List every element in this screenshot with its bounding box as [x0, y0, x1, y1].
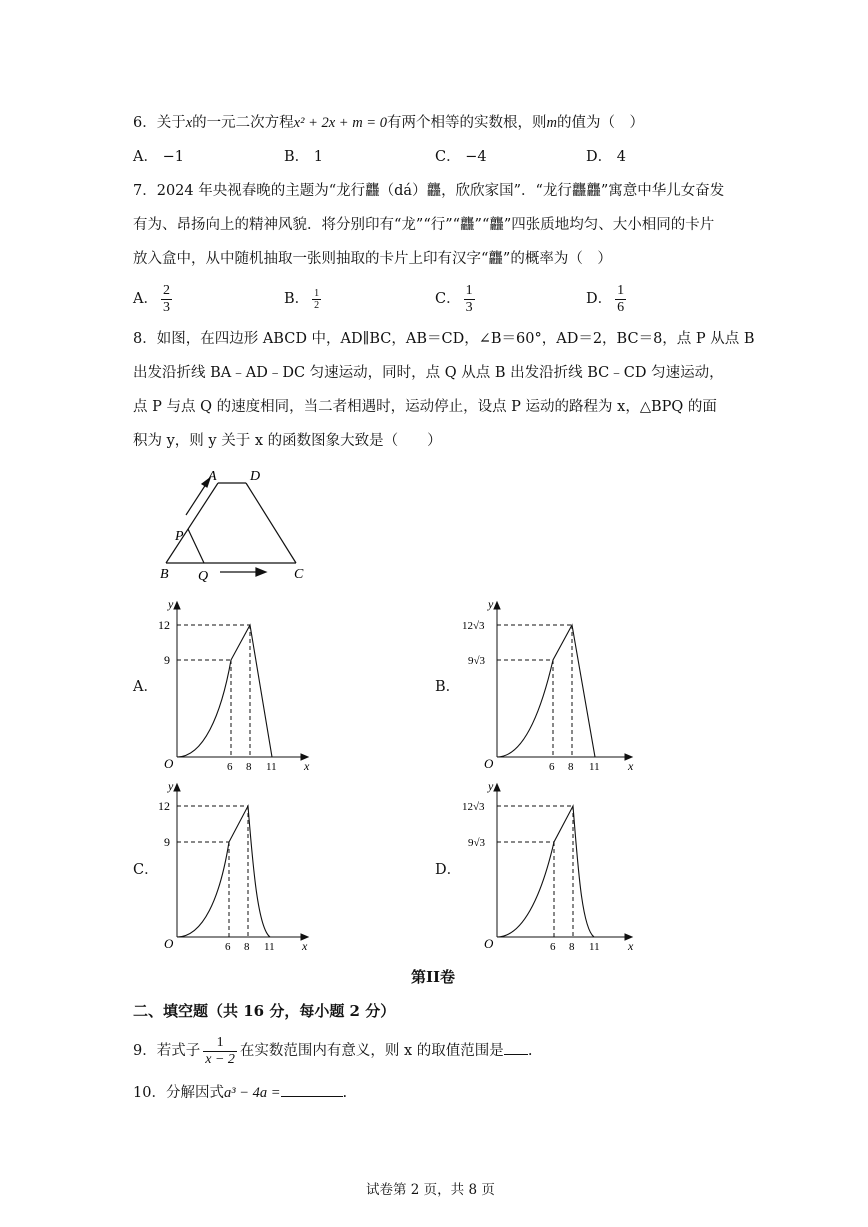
q6-suffix: 的值为（ ）	[556, 115, 644, 131]
q6-var-x: x	[185, 115, 193, 131]
svg-text:12√3: 12√3	[462, 801, 485, 813]
section2-heading: 二、填空题（共 16 分，每小题 2 分）	[133, 1002, 396, 1020]
svg-text:O: O	[164, 756, 174, 771]
section-title: 第II卷	[411, 968, 456, 986]
svg-text:8: 8	[568, 761, 574, 773]
q6-stem	[133, 113, 644, 133]
svg-text:y: y	[488, 597, 494, 611]
q9-fraction: $\frac{1}{x - 2}$	[205, 1034, 235, 1067]
q7-option-b: B． $\frac{1}{2}$	[284, 287, 320, 311]
q7-line3: 放入盒中，从中随机抽取一张则抽取的卡片上印有汉字“龘”的概率为（ ）	[133, 251, 612, 267]
q7-option-c: C． $\frac{1}{3}$	[435, 282, 473, 315]
graph-label-b: B．	[435, 679, 461, 695]
svg-text:12: 12	[158, 799, 170, 813]
svg-text:11: 11	[266, 761, 277, 773]
q6-option-c: C． −4	[435, 149, 487, 165]
q6-var-m: m	[546, 115, 557, 131]
q9-answer-blank[interactable]	[504, 1040, 528, 1055]
svg-text:9√3: 9√3	[468, 837, 486, 849]
q8-line3: 点 P 与点 Q 的速度相同，当二者相遇时，运动停止，设点 P 运动的路程为 x，△BPQ 的面	[133, 399, 717, 415]
q8-line2: 出发沿折线 BA﹣AD﹣DC 匀速运动，同时，点 Q 从点 B 出发沿折线 BC﹣CD 匀速运动，	[133, 365, 724, 381]
q7-line1: 7．2024 年央视春晚的主题为“龙行龘（dá）龘，欣欣家国”．“龙行龘龘”寓意中华儿女奋发	[133, 183, 725, 199]
svg-text:11: 11	[589, 761, 600, 773]
label-d: D	[250, 469, 261, 484]
svg-text:12: 12	[158, 618, 170, 632]
q7-option-d: D． $\frac{1}{6}$	[586, 282, 625, 315]
svg-text:11: 11	[589, 941, 600, 953]
q6-option-d: D． 4	[586, 149, 626, 165]
q10-answer-blank[interactable]	[281, 1082, 343, 1097]
q10-stem: 10．分解因式a³ − 4a = .	[133, 1082, 347, 1103]
svg-text:O: O	[484, 936, 494, 951]
svg-text:9√3: 9√3	[468, 655, 486, 667]
q7-line2: 有为、昂扬向上的精神风貌．将分别印有“龙”“行”“龘”“龘”四张质地均匀、大小相同的卡片	[133, 217, 715, 233]
svg-text:O: O	[164, 936, 174, 951]
q6-equation: x² + 2x + m = 0	[293, 115, 387, 131]
q6-prefix: 6．关于	[133, 115, 186, 131]
graph-b	[460, 596, 640, 774]
q7-option-a: A． $\frac{2}{3}$	[133, 282, 170, 315]
svg-text:x: x	[304, 759, 310, 773]
q10-expression: a³ − 4a =	[223, 1085, 281, 1101]
svg-text:9: 9	[164, 835, 170, 849]
label-q: Q	[198, 569, 209, 584]
svg-text:x: x	[628, 759, 634, 773]
svg-text:11: 11	[264, 941, 275, 953]
graph-a	[158, 596, 318, 774]
segment-dc	[246, 483, 296, 563]
svg-text:8: 8	[244, 941, 250, 953]
label-c: C	[294, 567, 304, 582]
segment-ba	[166, 483, 218, 563]
svg-text:x: x	[302, 939, 308, 953]
svg-text:6: 6	[549, 761, 555, 773]
svg-text:8: 8	[569, 941, 575, 953]
svg-text:9: 9	[164, 653, 170, 667]
q9-stem: 9．若式子 $\frac{1}{x - 2}$ 在实数范围内有意义，则 x 的取值范围是 .	[133, 1034, 533, 1067]
svg-text:x: x	[628, 939, 634, 953]
svg-text:6: 6	[225, 941, 231, 953]
svg-text:6: 6	[227, 761, 233, 773]
graph-d	[460, 778, 640, 956]
svg-text:12√3: 12√3	[462, 620, 485, 632]
q9-prefix: 9．若式子	[133, 1043, 201, 1059]
page-footer: 试卷第 2 页，共 8 页	[366, 1182, 495, 1198]
q8-line1: 8．如图，在四边形 ABCD 中，AD∥BC，AB＝CD，∠B＝60°，AD＝2，BC＝8，点 P 从点 B	[133, 331, 755, 347]
q6-mid: 的一元二次方程	[192, 115, 294, 131]
q8-line4: 积为 y，则 y 关于 x 的函数图象大致是（ ）	[133, 433, 442, 449]
q10-prefix: 10．分解因式	[133, 1085, 224, 1101]
label-p: P	[175, 529, 184, 544]
arrow-q-head	[256, 568, 266, 576]
graph-label-a: A．	[133, 679, 158, 695]
segment-pq	[188, 529, 204, 563]
svg-text:8: 8	[246, 761, 252, 773]
q6-option-a: A． −1	[133, 149, 184, 165]
label-b: B	[160, 567, 169, 582]
label-a: A	[208, 469, 217, 484]
q9-suffix: 在实数范围内有意义，则 x 的取值范围是	[239, 1043, 504, 1059]
svg-text:y: y	[168, 779, 174, 793]
svg-text:6: 6	[550, 941, 556, 953]
svg-text:y: y	[488, 779, 494, 793]
graph-c	[158, 778, 318, 956]
q6-mid2: 有两个相等的实数根，则	[386, 115, 547, 131]
svg-text:y: y	[168, 597, 174, 611]
graph-label-d: D．	[435, 862, 462, 878]
svg-text:O: O	[484, 756, 494, 771]
q6-option-b: B． 1	[284, 149, 323, 165]
graph-label-c: C．	[133, 862, 159, 878]
trapezoid-figure	[150, 460, 320, 585]
